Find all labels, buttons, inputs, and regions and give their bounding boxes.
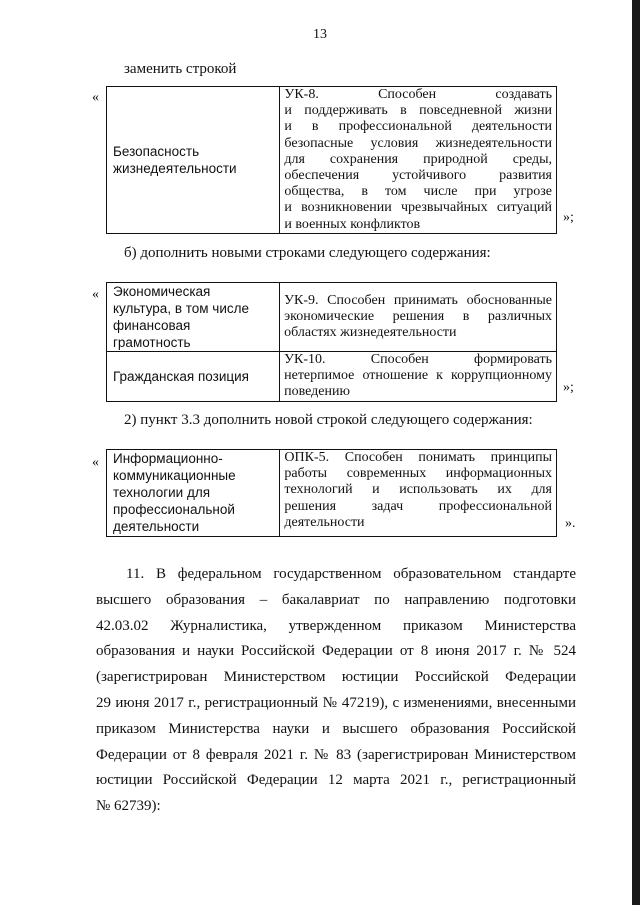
table3 (106, 449, 557, 537)
table2-row1-left-line: Экономическая (113, 284, 211, 299)
table2-row2-line: нетерпимое отношение к коррупционному (284, 368, 552, 384)
table3-line: технологий и использовать их для (284, 482, 552, 498)
table3-line: работы современных информационных (284, 466, 552, 482)
table2-row1-right-cell (280, 283, 557, 352)
table1-line: и возникновении чрезвычайных ситуаций (284, 200, 552, 216)
table2-row1-left-line: грамотность (113, 335, 191, 350)
table3-left-line: Информационно- (113, 451, 223, 466)
table2 (106, 282, 557, 402)
table1-line: безопасные условия жизнедеятельности (284, 135, 552, 151)
paragraph-11 (96, 562, 576, 820)
table3-left-line: технологии для (113, 485, 211, 500)
table2-row1-left-line: культура, в том числе (113, 301, 250, 316)
paragraph-line: (зарегистрирован Министерством юстиции Российской Федерации (96, 669, 576, 686)
table3-close-quote: ». (565, 516, 576, 531)
paragraph-line: образования и науки Российской Федерации от 8 июня 2017 г. № 524 (96, 643, 576, 660)
table2-row2-line: поведению (284, 384, 350, 400)
table2-row1-line: УК-9. Способен принимать обоснованные (284, 292, 552, 308)
table1-line: УК-8. Способен создавать (284, 87, 552, 102)
table3-line: деятельности (284, 514, 365, 530)
table2-row1-line: экономические решения в различных (284, 308, 552, 324)
table1-line: для сохранения природной среды, (284, 151, 552, 167)
table3-line: ОПК-5. Способен понимать принципы (284, 450, 552, 465)
table1-close-quote: »; (563, 210, 574, 225)
paragraph-line: Федерации от 8 февраля 2021 г. № 83 (зарегистрирован Министерством (96, 746, 576, 763)
paragraph-line: 42.03.02 Журналистика, утвержденном приказом Министерства (96, 617, 576, 634)
table2-row1-left-cell (107, 283, 280, 352)
table1-line: общества, в том числе при угрозе (284, 184, 552, 200)
table1-open-quote: « (92, 90, 99, 105)
page-number: 13 (313, 27, 327, 42)
table2-close-quote: »; (563, 380, 574, 395)
table3-left-cell (107, 450, 280, 537)
paragraph-line: высшего образования – бакалавриат по направлению подготовки (96, 591, 576, 608)
table2-row2-left-cell (107, 352, 280, 402)
table2-open-quote: « (92, 287, 99, 302)
section-b-text: б) дополнить новыми строками следующего содержания: (124, 245, 491, 261)
paragraph-line: № 62739): (96, 798, 161, 815)
scan-edge (632, 0, 640, 905)
table1-line: и в профессиональной деятельности (284, 119, 552, 135)
table3-right-cell (280, 450, 557, 537)
table3-left-line: коммуникационные (113, 468, 236, 483)
table1-left-cell (107, 87, 280, 234)
table2-row1-left-line: финансовая (113, 318, 191, 333)
table3-open-quote: « (92, 455, 99, 470)
table3-line: решения задач профессиональной (284, 498, 552, 514)
table1-right-cell (280, 87, 557, 234)
table1-left-text: Безопасность жизнедеятельности (113, 143, 237, 176)
table1-line: и поддерживать в повседневной жизни (284, 103, 552, 119)
table2-row1-line: областях жизнедеятельности (284, 325, 457, 341)
table2-row2-line: УК-10. Способен формировать (284, 352, 552, 367)
table1-line: и военных конфликтов (284, 216, 421, 232)
table3-left-line: профессиональной (113, 502, 235, 517)
table1 (106, 86, 557, 234)
table3-left-line: деятельности (113, 519, 200, 534)
table2-row2-left-line: Гражданская позиция (113, 368, 249, 384)
paragraph-line: приказом Министерства науки и высшего образования Российской (96, 720, 576, 737)
intro-replace-text: заменить строкой (124, 61, 237, 77)
section-2-text: 2) пункт 3.3 дополнить новой строкой следующего содержания: (124, 412, 533, 428)
paragraph-line: юстиции Российской Федерации 12 марта 2021 г., регистрационный (96, 772, 576, 789)
paragraph-line: 11. В федеральном государственном образовательном стандарте (126, 566, 576, 582)
paragraph-line: 29 июня 2017 г., регистрационный № 47219), с изменениями, внесенными (96, 694, 576, 711)
table1-line: обеспечения устойчивого развития (284, 168, 552, 184)
table2-row2-right-cell (280, 352, 557, 402)
